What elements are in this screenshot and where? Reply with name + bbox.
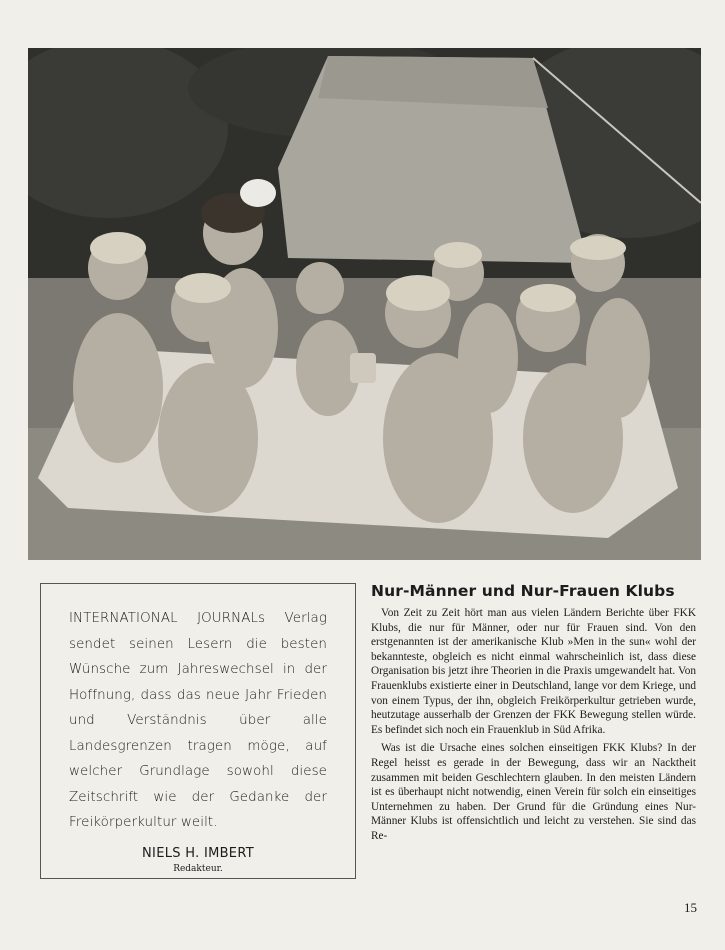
photograph: [28, 48, 701, 560]
article-paragraph-2: Was ist die Ursache eines solchen einseitigen FKK Klubs? In der Regel heisst es gerade in der Bewegung, dass wir an Nacktheit zusammen mit beiden Geschlechtern glauben. In den meisten Ländern ist es überhaupt nicht notwendig, einen Verein für solch ein einseitiges Unternehmen zu haben. Der Grund für die Gründung eines Nur-Männer Klubs ist offensichtlich und leicht zu verstehen. Sie sind das Re-: [371, 742, 696, 842]
new-year-notice-box: [40, 583, 356, 879]
signature-role: Redakteur.: [173, 863, 223, 874]
signature-name: NIELS H. IMBERT: [142, 845, 254, 861]
article-title: Nur-Männer und Nur-Frauen Klubs: [371, 582, 675, 600]
article: [371, 582, 696, 848]
photo-illustration: [28, 48, 701, 560]
page-number: 15: [684, 900, 697, 915]
notice-text: INTERNATIONAL JOURNALs Verlag sendet seinen Lesern die besten Wünsche zum Jahreswechsel in der Hoffnung, dass das neue Jahr Frieden und Verständnis über alle Landesgrenzen tragen möge, auf welcher Grundlage sowohl diese Zeitschrift wie der Gedanke der Freikörperkultur weilt.: [69, 611, 327, 830]
article-paragraph-1: Von Zeit zu Zeit hört man aus vielen Ländern Berichte über FKK Klubs, die nur für Männer, oder nur für Frauen sind. Von den erstgenannten ist der amerikanische Klub »Men in the sun« wohl der bekannteste, obgleich es nicht einmal wahrscheinlich ist, dass diese Organisation bis jetzt ihre Theorien in die Praxis umgewandelt hat. Von Frauenklubs existierte einer in Deutschland, lange vor dem Kriege, und von einem Typus, der ihn, obgleich Freikörperkultur getrieben wurde, heutzutage ausserhalb der Grenzen der FKK Bewegung stellen würde. Es befindet sich noch ein Frauenklub in Süd Afrika.: [371, 607, 696, 736]
